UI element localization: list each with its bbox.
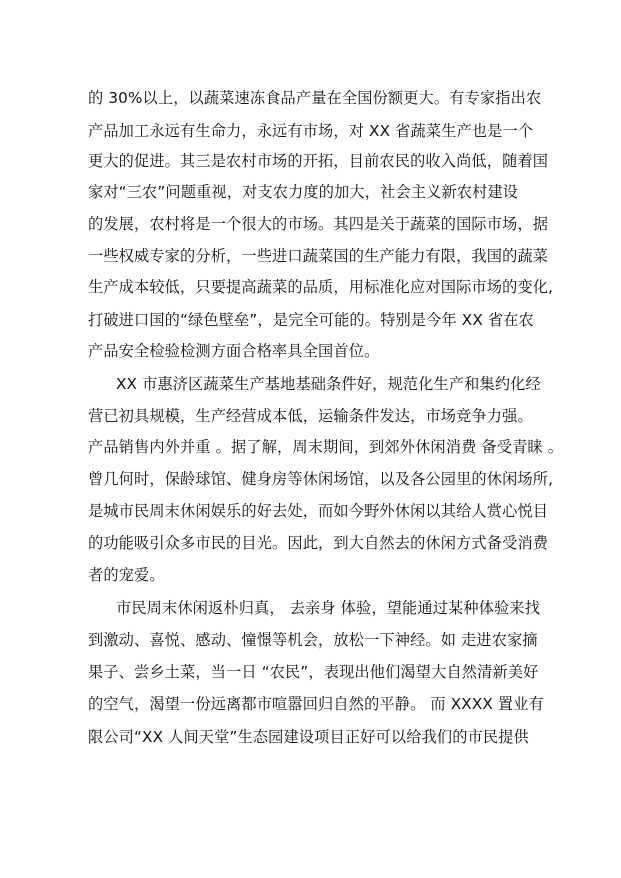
text-line-7: 生产成本较低，只要提高蔬菜的品质，用标准化应对国际市场的变化, <box>88 278 554 296</box>
text-line-13: 曾几何时，保龄球馆、健身房等休闲场馆，以及各公园里的休闲场所, <box>88 470 554 488</box>
text-line-2: 产品加工永远有生命力，永远有市场，对 XX 省蔬菜生产也是一个 <box>88 122 534 140</box>
text-line-18: 到激动、喜悦、感动、憧憬等机会，放松一下神经。如 走进农家摘 <box>88 631 538 649</box>
text-line-9: 产品安全检验检测方面合格率具全国首位。 <box>88 342 380 360</box>
text-line-5: 的发展，农村将是一个很大的市场。其四是关于蔬菜的国际市场，据 <box>88 215 549 233</box>
text-line-1: 的 30%以上，以蔬菜速冻食品产量在全国份额更大。有专家指出农 <box>88 89 542 107</box>
text-line-10: XX 市惠济区蔬菜生产基地基础条件好，规范化生产和集约化经 <box>116 375 541 393</box>
text-line-20: 的空气，渴望一份远离都市喧嚣回归自然的平静。 而 XXXX 置业有 <box>88 695 544 713</box>
text-line-11: 营已初具规模，生产经营成本低，运输条件发达，市场竞争力强。 <box>88 407 533 425</box>
text-line-4: 家对“三农”问题重视，对支农力度的加大，社会主义新农村建设 <box>88 183 519 201</box>
text-line-19: 果子、尝乡土菜，当一日 “农民”，表现出他们渴望大自然清新美好 <box>88 663 539 681</box>
text-line-8: 打破进口国的“绿色壁垒”，是完全可能的。特别是今年 XX 省在农 <box>88 311 534 329</box>
text-line-16: 者的宠爱。 <box>88 566 165 584</box>
text-line-12: 产品销售内外并重 。据了解，周末期间，到郊外休闲消费 备受青睐 。 <box>88 438 564 456</box>
text-line-21: 限公司“XX 人间天堂”生态园建设项目正好可以给我们的市民提供 <box>88 728 529 746</box>
text-line-6: 一些权威专家的分析，一些进口蔬菜国的生产能力有限，我国的蔬菜 <box>88 247 549 265</box>
text-line-14: 是城市民周末休闲娱乐的好去处，而如今野外休闲以其给人赏心悦目 <box>88 502 549 520</box>
text-line-3: 更大的促进。其三是农村市场的开拓，目前农民的收入尚低，随着国 <box>88 152 549 170</box>
text-line-17: 市民周末休闲返朴归真， 去亲身 体验，望能通过某种体验来找 <box>116 599 541 617</box>
text-line-15: 的功能吸引众多市民的目光。因此，到大自然去的休闲方式备受消费 <box>88 534 549 552</box>
